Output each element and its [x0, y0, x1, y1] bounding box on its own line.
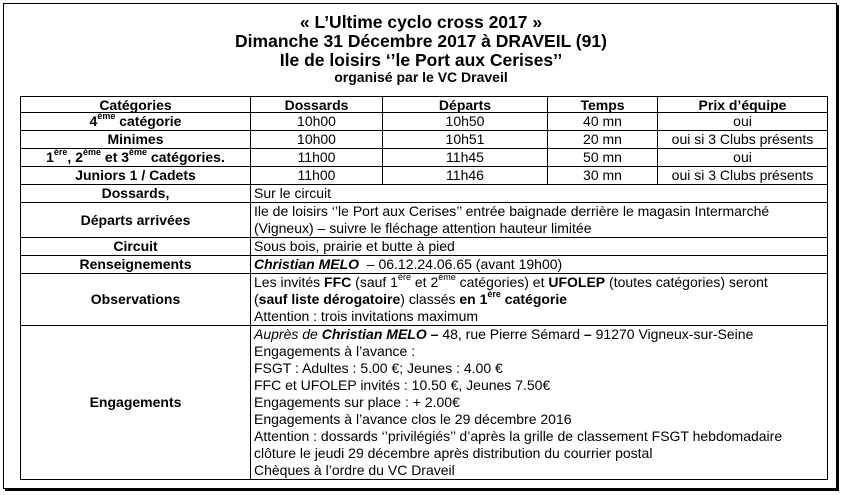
- dossards-cell: 10h00: [251, 113, 383, 131]
- info-label: Circuit: [21, 238, 251, 256]
- category-cell: 1ère, 2ème et 3ème catégories.: [21, 149, 251, 167]
- info-line: FFC et UFOLEP invités : 10.50 €, Jeunes 7.50€: [254, 377, 551, 393]
- info-row-departs-arrivees: [21, 203, 828, 238]
- col-header-departs: Départs: [383, 97, 548, 113]
- info-line: Attention : trois invitations maximum: [254, 308, 479, 324]
- info-row-circuit: [21, 238, 828, 256]
- info-label: Renseignements: [21, 256, 251, 274]
- info-label: Observations: [21, 274, 251, 326]
- info-value: Sur le circuit: [251, 185, 828, 203]
- info-line: clôture le jeudi 29 décembre après distribution du courrier postal: [254, 445, 653, 461]
- info-label: Engagements: [21, 326, 251, 480]
- category-cell: Juniors 1 / Cadets: [21, 167, 251, 185]
- departs-cell: 11h46: [383, 167, 548, 185]
- event-date: Dimanche 31 Décembre 2017 à DRAVEIL (91): [235, 31, 607, 51]
- info-label: Départs arrivées: [21, 203, 251, 238]
- table-row: [21, 113, 828, 131]
- table-row: [21, 131, 828, 149]
- info-value: Sous bois, prairie et butte à pied: [251, 238, 828, 256]
- info-line: Chèques à l’ordre du VC Draveil: [254, 462, 455, 478]
- info-row-renseignements: [21, 256, 828, 274]
- category-cell: 4ème catégorie: [21, 113, 251, 131]
- info-value: [251, 256, 828, 274]
- info-row-engagements: [21, 326, 828, 480]
- info-line: Les invités FFC (sauf 1ère et 2ème catégories) et UFOLEP (toutes catégories) seront: [254, 272, 768, 290]
- table-row: [21, 149, 828, 167]
- col-header-categories: Catégories: [21, 97, 251, 113]
- contact-phone: – 06.12.24.06.65 (avant 19h00): [359, 256, 563, 272]
- event-title: « L’Ultime cyclo cross 2017 »: [299, 12, 543, 32]
- dossards-cell: 11h00: [251, 167, 383, 185]
- info-row-observations: [21, 274, 828, 326]
- info-line: Auprès de Christian MELO – 48, rue Pierre Sémard – 91270 Vigneux-sur-Seine: [254, 326, 754, 342]
- info-line: FSGT : Adultes : 5.00 €; Jeunes : 4.00 €: [254, 360, 503, 376]
- col-header-temps: Temps: [548, 97, 658, 113]
- departs-cell: 10h51: [383, 131, 548, 149]
- col-header-dossards: Dossards: [251, 97, 383, 113]
- prix-cell: oui: [658, 113, 828, 131]
- category-cell: Minimes: [21, 131, 251, 149]
- departs-cell: 10h50: [383, 113, 548, 131]
- temps-cell: 40 mn: [548, 113, 658, 131]
- col-header-prix: Prix d’équipe: [658, 97, 828, 113]
- dossards-cell: 10h00: [251, 131, 383, 149]
- info-value: [251, 274, 828, 326]
- prix-cell: oui si 3 Clubs présents: [658, 167, 828, 185]
- dossards-cell: 11h00: [251, 149, 383, 167]
- info-value: [251, 326, 828, 480]
- table-header-row: [21, 97, 828, 113]
- departs-cell: 11h45: [383, 149, 548, 167]
- document-header: [4, 13, 838, 85]
- info-line: Engagements à l’avance clos le 29 décembre 2016: [254, 411, 572, 427]
- prix-cell: oui: [658, 149, 828, 167]
- event-venue: Ile de loisirs ‘’le Port aux Cerises’’: [279, 50, 563, 70]
- info-line: (sauf liste dérogatoire) classés en 1ère catégorie: [254, 289, 568, 307]
- temps-cell: 30 mn: [548, 167, 658, 185]
- info-line: Engagements sur place : + 2.00€: [254, 394, 460, 410]
- info-line: Engagements à l’avance :: [254, 343, 416, 359]
- temps-cell: 50 mn: [548, 149, 658, 167]
- info-label: Dossards,: [21, 185, 251, 203]
- temps-cell: 20 mn: [548, 131, 658, 149]
- info-line: Attention : dossards ‘’privilégiés’’ d’après la grille de classement FSGT hebdomadaire: [254, 428, 783, 444]
- prix-cell: oui si 3 Clubs présents: [658, 131, 828, 149]
- info-row-dossards: [21, 185, 828, 203]
- info-line: Ile de loisirs ‘’le Port aux Cerises’’ entrée baignade derrière le magasin Intermarché: [254, 203, 770, 219]
- info-line: (Vigneux) – suivre le fléchage attention hauteur limitée: [254, 220, 592, 236]
- schedule-table: [20, 96, 828, 480]
- event-organizer: organisé par le VC Draveil: [334, 69, 508, 85]
- contact-name: Christian MELO: [254, 256, 360, 272]
- info-value: [251, 203, 828, 238]
- table-row: [21, 167, 828, 185]
